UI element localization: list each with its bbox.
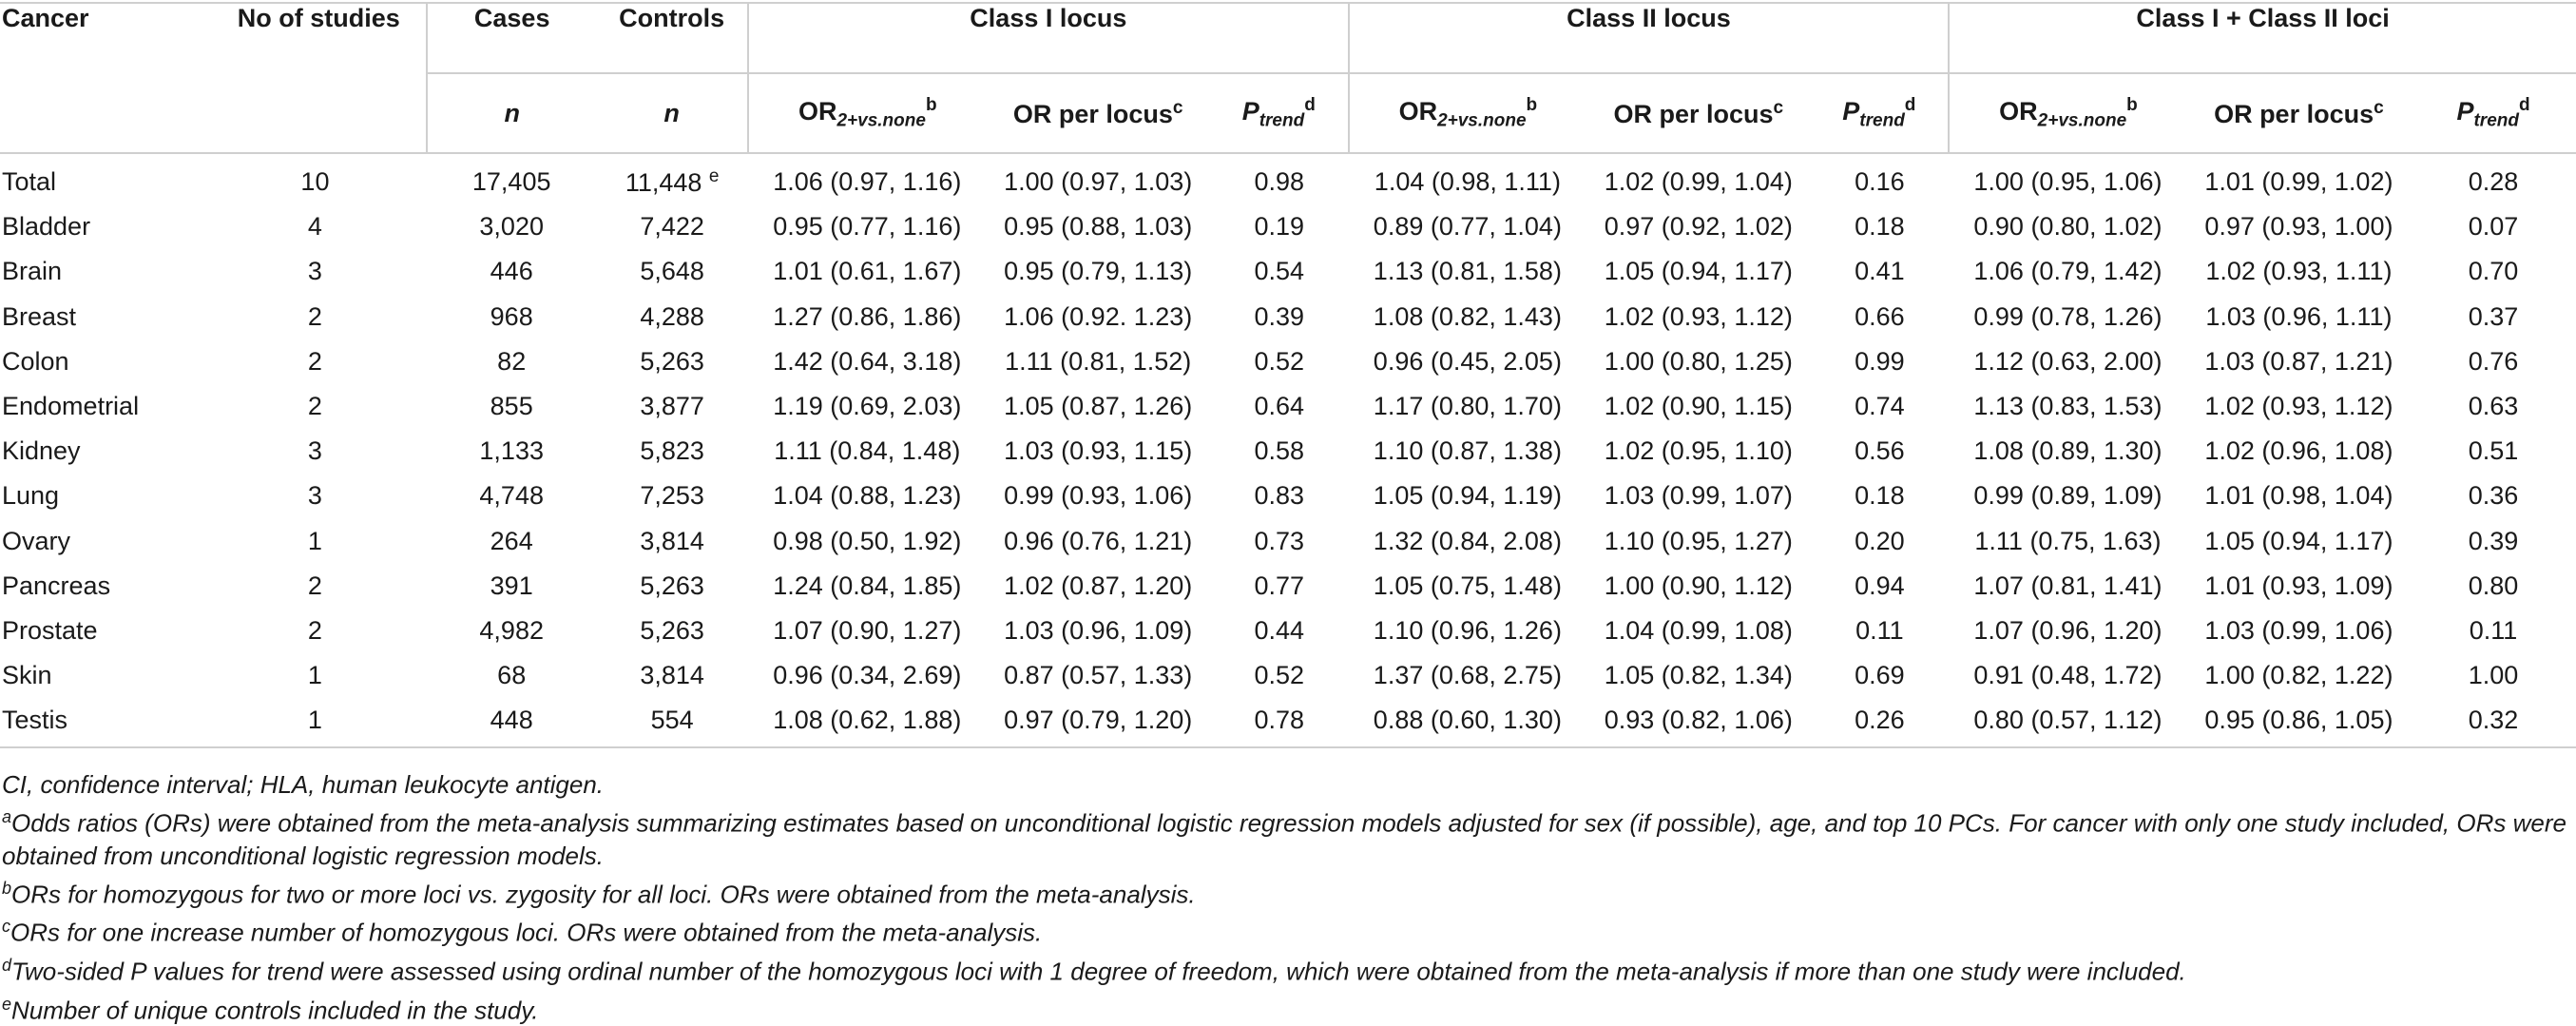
cell-studies: 1 xyxy=(307,526,322,555)
cell-c2-p: 0.69 xyxy=(1855,661,1905,690)
cell-c12-perlocus: 1.03 (0.96, 1.11) xyxy=(2205,301,2393,331)
cell-c1-perlocus: 0.96 (0.76, 1.21) xyxy=(1004,526,1193,555)
cell-c2-or: 1.05 (0.94, 1.19) xyxy=(1373,481,1562,511)
cell-c12-p: 0.70 xyxy=(2468,257,2519,286)
cell-c12-or: 0.90 (0.80, 1.02) xyxy=(1973,212,2163,242)
table-row xyxy=(0,653,2576,698)
cell-c2-p: 0.56 xyxy=(1855,436,1905,466)
cell-cancer: Kidney xyxy=(2,436,81,466)
cell-cases: 448 xyxy=(427,698,596,747)
cell-c2-or: 0.96 (0.45, 2.05) xyxy=(1373,346,1562,376)
cell-controls: 5,823 xyxy=(640,436,704,466)
cell-c2-or: 1.04 (0.98, 1.11) xyxy=(1374,167,1561,197)
cell-c12-or: 0.99 (0.89, 1.09) xyxy=(1973,481,2163,511)
footnote-c: $^c$ORs for one increase number of homozygous loci. ORs were obtained from the meta-analysis. xyxy=(2,917,1043,947)
cell-cases: 968 xyxy=(490,301,533,331)
cell-c12-p: 0.76 xyxy=(2468,346,2519,376)
table-row xyxy=(0,153,2576,204)
cell-studies: 2 xyxy=(307,301,322,331)
footnote-mark-e: e xyxy=(708,166,720,187)
cell-studies: 2 xyxy=(307,346,322,376)
cell-cancer: Prostate xyxy=(2,615,98,645)
col-subheader-controls-n: n xyxy=(596,73,748,153)
cell-c1-p: 0.77 xyxy=(1254,571,1305,600)
table-row xyxy=(0,339,2576,384)
cell-c2-perlocus: 1.05 (0.94, 1.17) xyxy=(1604,257,1793,286)
cell-c2-p: 0.74 xyxy=(1855,392,1905,421)
col-subheader-c12-or: $OR_{2+vs.none}^b$ xyxy=(1949,73,2186,153)
cell-c2-perlocus: 1.02 (0.95, 1.10) xyxy=(1604,436,1793,466)
cell-c12-or: 1.07 (0.81, 1.41) xyxy=(1973,571,2163,600)
cell-c2-p: 0.18 xyxy=(1855,212,1905,242)
cell-cancer: Skin xyxy=(2,661,52,690)
cell-c1-perlocus: 0.99 (0.93, 1.06) xyxy=(1004,481,1193,511)
cell-studies: 1 xyxy=(307,661,322,690)
cell-cancer: Testis xyxy=(0,698,203,747)
cell-c12-perlocus: 1.03 (0.87, 1.21) xyxy=(2204,346,2393,376)
cell-c2-or: 1.08 (0.82, 1.43) xyxy=(1373,301,1562,331)
cell-c2-perlocus: 1.04 (0.99, 1.08) xyxy=(1604,615,1793,645)
cell-cases: 4,748 xyxy=(479,481,544,511)
cell-c1-or: 1.24 (0.84, 1.85) xyxy=(773,571,962,600)
cell-c12-p: 0.36 xyxy=(2468,481,2519,511)
cell-c1-or: 1.08 (0.62, 1.88) xyxy=(748,698,986,747)
col-subheader-c12-perlocus: OR per locus$^c$ xyxy=(2187,73,2411,153)
cell-studies: 2 xyxy=(307,571,322,600)
col-header-class2: Class II locus xyxy=(1349,3,1950,73)
cell-c12-p: 0.28 xyxy=(2468,167,2519,197)
cell-controls: 11,448 $^e$ xyxy=(625,166,720,198)
cell-c1-or: 1.06 (0.97, 1.16) xyxy=(773,167,962,197)
footnote-b: $^b$ORs for homozygous for two or more loci vs. zygosity for all loci. ORs were obtained from the meta-analysis. xyxy=(2,878,1196,909)
cell-controls: 5,263 xyxy=(640,346,704,376)
cell-c12-p: 0.80 xyxy=(2468,571,2519,600)
cell-c1-or: 0.98 (0.50, 1.92) xyxy=(773,526,962,555)
cell-c12-or: 1.12 (0.63, 2.00) xyxy=(1973,346,2163,376)
col-header-cases: Cases xyxy=(427,3,596,73)
cell-c1-perlocus: 1.00 (0.97, 1.03) xyxy=(1004,167,1193,197)
cell-c12-p: 0.07 xyxy=(2468,212,2519,242)
cell-c12-p: 0.11 xyxy=(2469,615,2518,645)
cell-c12-perlocus: 1.03 (0.99, 1.06) xyxy=(2204,615,2393,645)
cell-c1-or: 1.01 (0.61, 1.67) xyxy=(773,257,962,286)
cell-cancer: Colon xyxy=(2,346,69,376)
cell-c1-p: 0.54 xyxy=(1254,257,1305,286)
cell-cancer: Pancreas xyxy=(2,571,111,600)
cell-c12-or: 1.08 (0.89, 1.30) xyxy=(1973,436,2163,466)
cell-c12-or: 1.00 (0.95, 1.06) xyxy=(1973,167,2163,197)
cell-c1-or: 1.11 (0.84, 1.48) xyxy=(774,436,961,466)
cell-c1-perlocus: 1.06 (0.92. 1.23) xyxy=(1004,301,1193,331)
cell-c1-perlocus: 0.97 (0.79, 1.20) xyxy=(987,698,1210,747)
cell-c2-p: 0.18 xyxy=(1855,481,1905,511)
col-subheader-c1-ptrend: $P_{trend}^d$ xyxy=(1210,73,1349,153)
cell-controls: 4,288 xyxy=(640,301,704,331)
cell-c12-or: 0.99 (0.78, 1.26) xyxy=(1973,301,2163,331)
table-row xyxy=(0,204,2576,249)
cell-controls: 7,422 xyxy=(640,212,704,242)
cell-c12-perlocus: 0.95 (0.86, 1.05) xyxy=(2187,698,2411,747)
cell-cancer: Ovary xyxy=(2,526,71,555)
cell-c12-perlocus: 1.01 (0.99, 1.02) xyxy=(2204,167,2393,197)
col-header-controls: Controls xyxy=(596,3,748,73)
table-row xyxy=(0,384,2576,429)
cell-c1-p: 0.52 xyxy=(1254,661,1305,690)
cell-c1-or: 1.07 (0.90, 1.27) xyxy=(773,615,962,645)
table-row xyxy=(0,249,2576,294)
cell-c1-perlocus: 1.11 (0.81, 1.52) xyxy=(1005,346,1192,376)
cell-c1-perlocus: 1.03 (0.93, 1.15) xyxy=(1004,436,1193,466)
header-row-2 xyxy=(0,73,2576,153)
cell-c1-perlocus: 1.02 (0.87, 1.20) xyxy=(1004,571,1193,600)
cell-c2-p: 0.11 xyxy=(1855,615,1904,645)
cell-c2-p: 0.16 xyxy=(1855,167,1905,197)
cell-cancer: Total xyxy=(2,167,57,197)
cell-c1-perlocus: 1.03 (0.96, 1.09) xyxy=(1004,615,1193,645)
footnote-a: $^a$Odds ratios (ORs) were obtained from the meta-analysis summarizing estimates based on unconditional logistic regression models adjusted for sex (if possible), age, and top 10 PCs. For cancer with only one study included, ORs were obtained from unconditional logistic regression models. xyxy=(2,807,2566,870)
cell-c1-perlocus: 0.87 (0.57, 1.33) xyxy=(1004,661,1193,690)
results-table xyxy=(0,2,2576,748)
cell-c1-p: 0.52 xyxy=(1254,346,1305,376)
cell-c12-perlocus: 1.02 (0.96, 1.08) xyxy=(2204,436,2393,466)
cell-c12-p: 0.51 xyxy=(2468,436,2519,466)
table-row xyxy=(0,519,2576,564)
cell-studies: 3 xyxy=(307,481,322,511)
cell-controls: 554 xyxy=(596,698,748,747)
col-subheader-c1-perlocus: OR per locus$^c$ xyxy=(987,73,1210,153)
col-subheader-c12-ptrend: $P_{trend}^d$ xyxy=(2411,73,2576,153)
footnote-d: $^d$Two-sided P values for trend were assessed using ordinal number of the homozygous loci with 1 degree of freedom, which were obtained from the meta-analysis if more than one study were included. xyxy=(2,955,2186,986)
cell-cases: 3,020 xyxy=(479,212,544,242)
col-header-no-of-studies: No of studies xyxy=(237,4,400,32)
cell-c2-p: 0.99 xyxy=(1855,346,1905,376)
cell-c2-perlocus: 1.00 (0.80, 1.25) xyxy=(1604,346,1793,376)
col-subheader-c2-ptrend: $P_{trend}^d$ xyxy=(1810,73,1949,153)
cell-controls: 5,263 xyxy=(640,615,704,645)
cell-c1-p: 0.64 xyxy=(1254,392,1305,421)
cell-c1-or: 1.04 (0.88, 1.23) xyxy=(773,481,962,511)
col-subheader-c1-or: $OR_{2+vs.none}^b$ xyxy=(748,73,986,153)
cell-c2-p: 0.26 xyxy=(1810,698,1949,747)
cell-c12-perlocus: 1.02 (0.93, 1.12) xyxy=(2204,392,2393,421)
cell-c1-p: 0.58 xyxy=(1254,436,1305,466)
cell-c2-or: 1.05 (0.75, 1.48) xyxy=(1373,571,1562,600)
cell-c2-or: 1.10 (0.87, 1.38) xyxy=(1373,436,1562,466)
cell-cases: 68 xyxy=(497,661,527,690)
cell-c12-or: 0.80 (0.57, 1.12) xyxy=(1949,698,2186,747)
cell-c2-perlocus: 1.02 (0.93, 1.12) xyxy=(1604,301,1793,331)
cell-cases: 82 xyxy=(497,346,527,376)
cell-c2-or: 1.10 (0.96, 1.26) xyxy=(1373,615,1562,645)
cell-studies: 2 xyxy=(307,392,322,421)
col-subheader-cases-n: n xyxy=(427,73,596,153)
cell-c12-perlocus: 1.00 (0.82, 1.22) xyxy=(2204,661,2393,690)
cell-c12-perlocus: 0.97 (0.93, 1.00) xyxy=(2204,212,2393,242)
cell-c1-p: 0.39 xyxy=(1254,301,1305,331)
col-subheader-c2-or: $OR_{2+vs.none}^b$ xyxy=(1349,73,1586,153)
cell-c12-p: 0.32 xyxy=(2411,698,2576,747)
cell-c12-p: 0.37 xyxy=(2468,301,2519,331)
footnote-abbreviations: CI, confidence interval; HLA, human leukocyte antigen. xyxy=(2,770,605,799)
cell-cancer: Bladder xyxy=(2,212,91,242)
table-footnotes xyxy=(2,768,2568,1026)
col-header-class1: Class I locus xyxy=(748,3,1349,73)
cell-c1-or: 1.19 (0.69, 2.03) xyxy=(773,392,962,421)
cell-c1-p: 0.78 xyxy=(1210,698,1349,747)
table-row xyxy=(0,564,2576,609)
cell-c2-or: 1.17 (0.80, 1.70) xyxy=(1373,392,1562,421)
col-subheader-c2-perlocus: OR per locus$^c$ xyxy=(1586,73,1810,153)
cell-studies: 2 xyxy=(307,615,322,645)
cell-c2-perlocus: 1.03 (0.99, 1.07) xyxy=(1604,481,1793,511)
cell-c12-perlocus: 1.02 (0.93, 1.11) xyxy=(2205,257,2393,286)
cell-c12-perlocus: 1.05 (0.94, 1.17) xyxy=(2204,526,2393,555)
cell-c2-perlocus: 1.05 (0.82, 1.34) xyxy=(1604,661,1793,690)
col-header-class12: Class I + Class II loci xyxy=(1949,3,2576,73)
cell-c1-p: 0.83 xyxy=(1254,481,1305,511)
cell-c1-or: 1.42 (0.64, 3.18) xyxy=(773,346,962,376)
cell-c2-or: 0.89 (0.77, 1.04) xyxy=(1373,212,1562,242)
cell-cancer: Endometrial xyxy=(2,392,140,421)
cell-c12-p: 0.39 xyxy=(2468,526,2519,555)
cell-cases: 855 xyxy=(490,392,533,421)
cell-cases: 391 xyxy=(490,571,533,600)
cell-cancer: Breast xyxy=(2,301,77,331)
cell-studies: 3 xyxy=(307,257,322,286)
cell-c2-or: 1.37 (0.68, 2.75) xyxy=(1373,661,1562,690)
cell-controls: 5,263 xyxy=(640,571,704,600)
cell-c1-perlocus: 0.95 (0.79, 1.13) xyxy=(1004,257,1193,286)
cell-controls: 7,253 xyxy=(640,481,704,511)
table-row xyxy=(0,295,2576,339)
header-spacer xyxy=(0,73,203,153)
cell-c2-or: 1.13 (0.81, 1.58) xyxy=(1373,257,1562,286)
cell-c1-perlocus: 0.95 (0.88, 1.03) xyxy=(1004,212,1193,242)
cell-c2-p: 0.20 xyxy=(1855,526,1905,555)
cell-c1-perlocus: 1.05 (0.87, 1.26) xyxy=(1004,392,1193,421)
cell-cases: 446 xyxy=(490,257,533,286)
cell-cancer: Lung xyxy=(2,481,60,511)
cell-c2-perlocus: 0.97 (0.92, 1.02) xyxy=(1604,212,1793,242)
cell-c1-p: 0.19 xyxy=(1254,212,1305,242)
cell-c2-perlocus: 1.02 (0.90, 1.15) xyxy=(1604,392,1793,421)
cell-c2-perlocus: 1.02 (0.99, 1.04) xyxy=(1604,167,1793,197)
cell-c1-p: 0.98 xyxy=(1254,167,1305,197)
header-spacer xyxy=(203,73,427,153)
cell-c1-or: 1.27 (0.86, 1.86) xyxy=(773,301,962,331)
cell-c12-or: 1.11 (0.75, 1.63) xyxy=(1974,526,2162,555)
header-row-1 xyxy=(0,3,2576,73)
col-header-cancer: Cancer xyxy=(2,4,89,32)
cell-c12-perlocus: 1.01 (0.93, 1.09) xyxy=(2204,571,2393,600)
cell-c2-perlocus: 1.00 (0.90, 1.12) xyxy=(1604,571,1793,600)
cell-c1-or: 0.96 (0.34, 2.69) xyxy=(773,661,962,690)
cell-controls: 3,877 xyxy=(640,392,704,421)
footnote-e: $^e$Number of unique controls included in the study. xyxy=(2,994,539,1025)
cell-c2-perlocus: 0.93 (0.82, 1.06) xyxy=(1586,698,1810,747)
table-row xyxy=(0,429,2576,474)
cell-c12-perlocus: 1.01 (0.98, 1.04) xyxy=(2204,481,2393,511)
cell-controls: 3,814 xyxy=(640,526,704,555)
cell-c12-or: 1.13 (0.83, 1.53) xyxy=(1973,392,2163,421)
cell-studies: 4 xyxy=(307,212,322,242)
cell-c2-perlocus: 1.10 (0.95, 1.27) xyxy=(1604,526,1793,555)
cell-controls: 3,814 xyxy=(640,661,704,690)
cell-cancer: Brain xyxy=(2,257,63,286)
cell-c2-p: 0.66 xyxy=(1855,301,1905,331)
cell-c2-or: 0.88 (0.60, 1.30) xyxy=(1349,698,1586,747)
cell-c2-p: 0.94 xyxy=(1855,571,1905,600)
cell-c12-or: 1.06 (0.79, 1.42) xyxy=(1973,257,2163,286)
cell-c12-or: 0.91 (0.48, 1.72) xyxy=(1973,661,2163,690)
cell-c1-p: 0.44 xyxy=(1254,615,1305,645)
cell-cases: 1,133 xyxy=(479,436,544,466)
cell-cases: 17,405 xyxy=(471,167,551,197)
cell-controls: 5,648 xyxy=(640,257,704,286)
cell-studies: 3 xyxy=(307,436,322,466)
cell-c12-or: 1.07 (0.96, 1.20) xyxy=(1973,615,2163,645)
cell-c2-or: 1.32 (0.84, 2.08) xyxy=(1373,526,1562,555)
cell-c2-p: 0.41 xyxy=(1855,257,1905,286)
cell-c12-p: 0.63 xyxy=(2468,392,2519,421)
cell-studies: 10 xyxy=(300,167,330,197)
cell-cases: 264 xyxy=(490,526,533,555)
table-row xyxy=(0,609,2576,653)
table-row xyxy=(0,474,2576,518)
cell-studies: 1 xyxy=(203,698,427,747)
cell-cases: 4,982 xyxy=(479,615,544,645)
table-row xyxy=(0,698,2576,747)
cell-c1-p: 0.73 xyxy=(1254,526,1305,555)
cell-c12-p: 1.00 xyxy=(2468,661,2519,690)
cell-c1-or: 0.95 (0.77, 1.16) xyxy=(773,212,962,242)
